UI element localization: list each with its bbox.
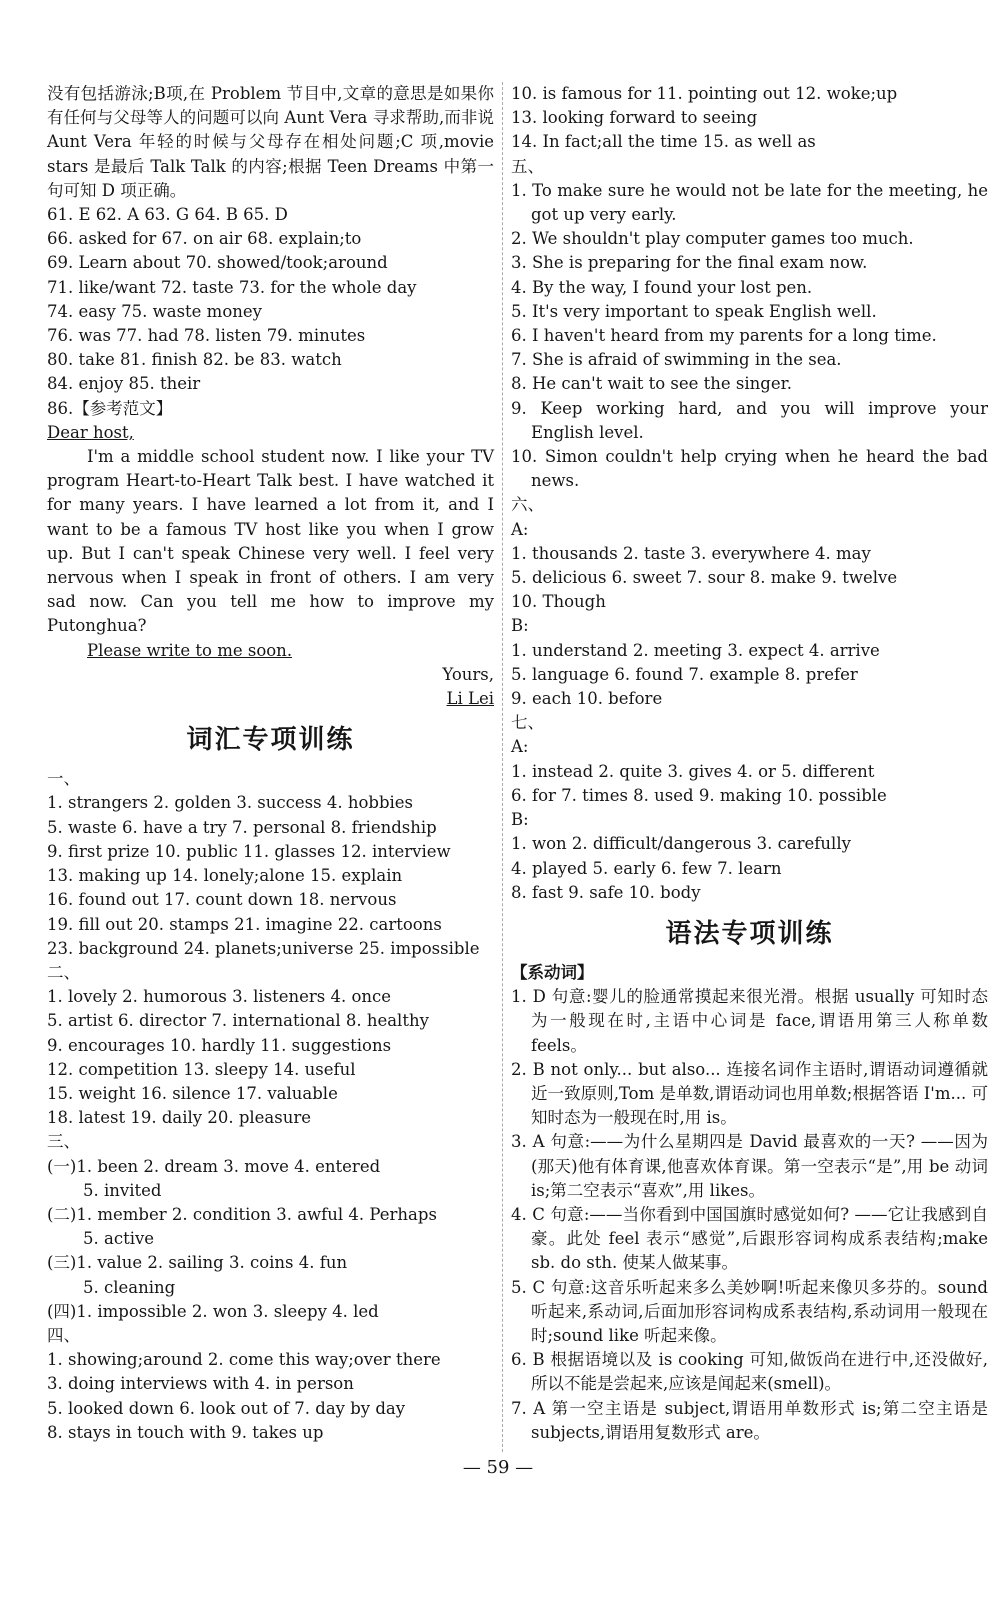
answer-line: 76. was 77. had 78. listen 79. minutes — [47, 326, 366, 346]
grammar-explanation: 6. B 根据语境以及 is cooking 可知,做饭尚在进行中,还没做好,所以不能是尝起来,应该是闻起来(smell)。 — [511, 1350, 988, 1394]
vocab-line: (四)1. impossible 2. won 3. sleepy 4. led — [47, 1301, 379, 1321]
vocab-line: (三)1. value 2. sailing 3. coins 4. fun — [47, 1253, 348, 1273]
answer-line: 6. for 7. times 8. used 9. making 10. possible — [511, 785, 887, 805]
sentence-answer: 8. He can't wait to see the singer. — [511, 374, 792, 394]
section-label: 四、 — [47, 1325, 80, 1345]
vocab-line: 5. looked down 6. look out of 7. day by day — [47, 1398, 406, 1418]
section-label: 一、 — [47, 769, 80, 789]
vocab-line: 1. showing;around 2. come this way;over there — [47, 1350, 441, 1370]
part-label: A: — [511, 519, 529, 539]
section-label: 三、 — [47, 1132, 80, 1152]
answer-line: 80. take 81. finish 82. be 83. watch — [47, 350, 342, 370]
vocab-line: 5. cleaning — [83, 1277, 176, 1297]
vocab-line: 5. invited — [83, 1180, 162, 1200]
section-label: 六、 — [511, 495, 544, 515]
sentence-answer: 4. By the way, I found your lost pen. — [511, 277, 813, 297]
essay-greeting: Dear host, — [47, 422, 134, 442]
vocab-line: 9. encourages 10. hardly 11. suggestions — [47, 1035, 392, 1055]
vocab-line: 8. stays in touch with 9. takes up — [47, 1422, 324, 1442]
grammar-explanation: 1. D 句意:婴儿的脸通常摸起来很光滑。根据 usually 可知时态为一般现在时,主语中心词是 face,谓语用第三人称单数 feels。 — [511, 987, 988, 1055]
essay-sign-name: Li Lei — [446, 689, 494, 709]
vocab-line: 12. competition 13. sleepy 14. useful — [47, 1059, 356, 1079]
answer-line: 1. understand 2. meeting 3. expect 4. arrive — [511, 640, 880, 660]
sample-essay-label: 86.【参考范文】 — [47, 398, 173, 418]
sentence-answer: 3. She is preparing for the final exam now. — [511, 253, 868, 273]
vocab-line: 16. found out 17. count down 18. nervous — [47, 890, 397, 910]
sentence-answer: 6. I haven't heard from my parents for a long time. — [511, 326, 937, 346]
essay-body: I'm a middle school student now. I like your TV program Heart-to-Heart Talk best. I have watched it for many years. I have learned a lot from it, and I want to be a famous TV host like you when I grow up. But I can't speak Chinese very well. I feel very nervous when I speak in front of others. I am very sad now. Can you tell me how to improve my Putonghua? — [47, 447, 494, 636]
answer-line: 10. is famous for 11. pointing out 12. woke;up — [511, 84, 898, 103]
grammar-explanation: 4. C 句意:——当你看到中国国旗时感觉如何? ——它让我感到自豪。此处 feel 表示“感觉”,后跟形容词构成系表结构;make sb. do sth. 使某人做某事。 — [511, 1204, 988, 1273]
sentence-answer: 7. She is afraid of swimming in the sea. — [511, 350, 842, 370]
answer-line: 84. enjoy 85. their — [47, 374, 201, 394]
part-label: A: — [511, 737, 529, 757]
vocab-line: (一)1. been 2. dream 3. move 4. entered — [47, 1156, 381, 1176]
answer-line: 61. E 62. A 63. G 64. B 65. D — [47, 205, 288, 225]
answer-line: 1. won 2. difficult/dangerous 3. carefully — [511, 834, 851, 854]
vocab-line: (二)1. member 2. condition 3. awful 4. Perhaps — [47, 1204, 437, 1224]
vocab-line: 18. latest 19. daily 20. pleasure — [47, 1108, 312, 1128]
answer-line: 74. easy 75. waste money — [47, 301, 262, 321]
answer-line: 8. fast 9. safe 10. body — [511, 882, 701, 902]
answer-line: 71. like/want 72. taste 73. for the whole day — [47, 277, 417, 297]
answer-line: 4. played 5. early 6. few 7. learn — [511, 858, 782, 878]
vocab-line: 5. waste 6. have a try 7. personal 8. friendship — [47, 817, 437, 837]
vocab-line: 5. active — [83, 1229, 155, 1249]
grammar-explanation: 2. B not only... but also... 连接名词作主语时,谓语动词遵循就近一致原则,Tom 是单数,谓语动词也用单数;根据答语 I'm... 可知时态为一般现在时,用 is。 — [511, 1059, 988, 1128]
section-label: 七、 — [511, 713, 544, 733]
essay-closing: Please write to me soon. — [87, 640, 293, 660]
essay-sign-yours: Yours, — [442, 664, 494, 684]
grammar-explanation: 7. A 第一空主语是 subject,谓语用单数形式 is;第二空主语是 subjects,谓语用复数形式 are。 — [511, 1398, 988, 1442]
vocab-line: 3. doing interviews with 4. in person — [47, 1374, 354, 1394]
vocab-line: 5. artist 6. director 7. international 8. healthy — [47, 1011, 429, 1031]
answer-explanation: 没有包括游泳;B项,在 Problem 节目中,文章的意思是如果你有任何与父母等人的问题可以向 Aunt Vera 寻求帮助,而非说 Aunt Vera 年轻的时候与父母存在相处问题;C 项,movie stars 是最后 Talk Talk 的内容;根据 Teen Dreams 中第一句可知 D 项正确。 — [47, 84, 494, 200]
grammar-heading: 语法专项训练 — [665, 918, 834, 949]
left-column — [47, 82, 494, 1445]
grammar-section-label: 【系动词】 — [511, 962, 594, 982]
vocab-line: 19. fill out 20. stamps 21. imagine 22. cartoons — [47, 914, 442, 934]
part-label: B: — [511, 616, 529, 636]
sentence-answer: 5. It's very important to speak English well. — [511, 301, 877, 321]
vocab-line: 9. first prize 10. public 11. glasses 12. interview — [47, 841, 451, 861]
vocab-line: 1. lovely 2. humorous 3. listeners 4. once — [47, 987, 392, 1007]
answer-line: 5. language 6. found 7. example 8. prefer — [511, 664, 858, 684]
answer-line: 13. looking forward to seeing — [511, 108, 758, 128]
sentence-answer: 2. We shouldn't play computer games too much. — [511, 229, 914, 249]
section-label: 二、 — [47, 962, 80, 982]
page-number: — 59 — — [462, 1457, 534, 1478]
answer-line: 69. Learn about 70. showed/took;around — [47, 253, 388, 273]
right-column — [511, 82, 988, 1445]
answer-line: 5. delicious 6. sweet 7. sour 8. make 9. twelve — [511, 568, 898, 588]
answer-line: 1. instead 2. quite 3. gives 4. or 5. different — [511, 761, 875, 781]
grammar-explanation: 3. A 句意:——为什么星期四是 David 最喜欢的一天? ——因为(那天)他有体育课,他喜欢体育课。第一空表示“是”,用 be 动词 is;第二空表示“喜欢”,用 likes。 — [511, 1132, 988, 1200]
answer-line: 14. In fact;all the time 15. as well as — [511, 132, 816, 152]
vocab-line: 15. weight 16. silence 17. valuable — [47, 1083, 338, 1103]
answer-line: 10. Though — [511, 592, 606, 612]
sentence-answer: 9. Keep working hard, and you will improve your English level. — [511, 398, 988, 442]
answer-line: 1. thousands 2. taste 3. everywhere 4. may — [511, 543, 871, 563]
answer-line: 66. asked for 67. on air 68. explain;to — [47, 229, 362, 249]
sentence-answer: 1. To make sure he would not be late for the meeting, he got up very early. — [511, 180, 988, 225]
vocab-line: 23. background 24. planets;universe 25. impossible — [47, 938, 480, 958]
grammar-explanation: 5. C 句意:这音乐听起来多么美妙啊!听起来像贝多芬的。sound 听起来,系动词,后面加形容词构成系表结构,系动词用一般现在时;sound like 听起来像。 — [511, 1277, 988, 1345]
section-label: 五、 — [511, 156, 544, 176]
vocab-line: 1. strangers 2. golden 3. success 4. hobbies — [47, 793, 414, 813]
answer-line: 9. each 10. before — [511, 689, 663, 709]
part-label: B: — [511, 810, 529, 830]
vocabulary-heading: 词汇专项训练 — [186, 725, 355, 756]
column-divider — [502, 82, 503, 1452]
vocab-line: 13. making up 14. lonely;alone 15. explain — [47, 866, 403, 886]
sentence-answer: 10. Simon couldn't help crying when he heard the bad news. — [511, 447, 988, 491]
